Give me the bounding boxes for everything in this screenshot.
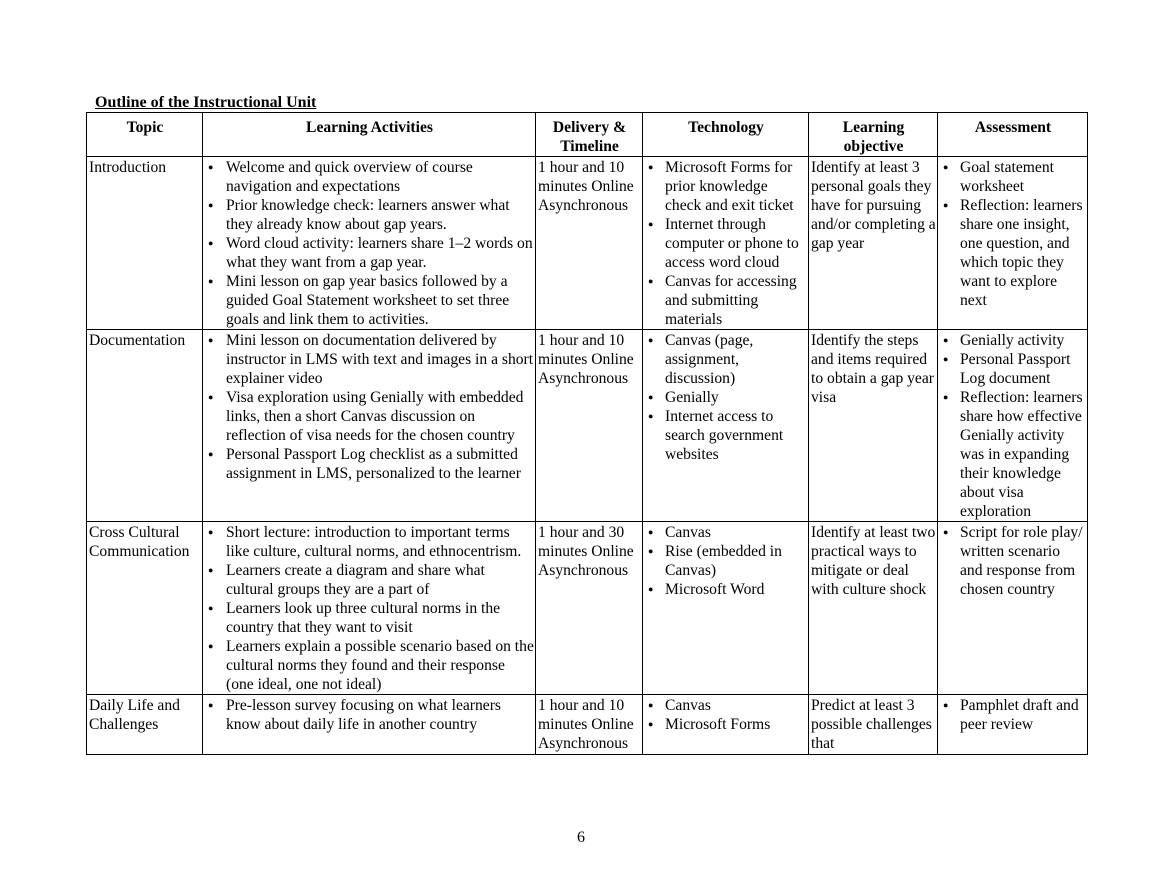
delivery-cell: 1 hour and 10 minutes Online Asynchronous (536, 695, 643, 755)
assessment-item: ● Reflection: learners share how effective Genially activity was in expanding their knowledge about visa exploration (940, 388, 1086, 521)
topic-cell: Daily Life and Challenges (87, 695, 203, 755)
activity-item: ● Learners explain a possible scenario based on the cultural norms they found and their response (one ideal, one not ideal) (205, 637, 534, 694)
header-delivery-timeline: Delivery & Timeline (536, 113, 643, 157)
technology-item: ● Internet access to search government websites (645, 407, 807, 464)
assessment-item: ● Pamphlet draft and peer review (940, 696, 1086, 734)
topic-cell: Introduction (87, 157, 203, 330)
table-row (87, 330, 1088, 522)
technology-item: ● Microsoft Forms for prior knowledge check and exit ticket (645, 158, 807, 215)
header-learning-objective: Learning objective (809, 113, 938, 157)
assessment-item: ● Personal Passport Log document (940, 350, 1086, 388)
table-row (87, 157, 1088, 330)
technology-item: ● Canvas (645, 696, 807, 715)
activity-item: ● Visa exploration using Genially with embedded links, then a short Canvas discussion on reflection of visa needs for the chosen country (205, 388, 534, 445)
activity-item: ● Learners create a diagram and share what cultural groups they are a part of (205, 561, 534, 599)
page-number: 6 (577, 829, 585, 846)
assessment-cell (938, 330, 1088, 522)
activity-item: ● Personal Passport Log checklist as a submitted assignment in LMS, personalized to the learner (205, 445, 534, 483)
delivery-cell: 1 hour and 10 minutes Online Asynchronous (536, 330, 643, 522)
activity-item: ● Word cloud activity: learners share 1–2 words on what they want from a gap year. (205, 234, 534, 272)
topic-cell: Documentation (87, 330, 203, 522)
technology-item: ● Internet through computer or phone to access word cloud (645, 215, 807, 272)
assessment-cell (938, 522, 1088, 695)
instructional-unit-table (86, 112, 1088, 755)
activity-item: ● Mini lesson on gap year basics followed by a guided Goal Statement worksheet to set three goals and link them to activities. (205, 272, 534, 329)
objective-cell: Identify the steps and items required to obtain a gap year visa (809, 330, 938, 522)
assessment-item: ● Goal statement worksheet (940, 158, 1086, 196)
activity-item: ● Learners look up three cultural norms in the country that they want to visit (205, 599, 534, 637)
header-assessment: Assessment (938, 113, 1088, 157)
assessment-item: ● Script for role play/ written scenario and response from chosen country (940, 523, 1086, 599)
activity-item: ● Pre-lesson survey focusing on what learners know about daily life in another country (205, 696, 534, 734)
table-row (87, 522, 1088, 695)
topic-cell: Cross Cultural Communication (87, 522, 203, 695)
technology-item: ● Microsoft Word (645, 580, 807, 599)
assessment-cell (938, 157, 1088, 330)
technology-cell (643, 330, 809, 522)
activity-item: ● Mini lesson on documentation delivered by instructor in LMS with text and images in a short explainer video (205, 331, 534, 388)
assessment-cell (938, 695, 1088, 755)
table-header-row (87, 113, 1088, 157)
assessment-item: ● Genially activity (940, 331, 1086, 350)
activities-cell (203, 330, 536, 522)
header-technology: Technology (643, 113, 809, 157)
assessment-item: ● Reflection: learners share one insight, one question, and which topic they want to explore next (940, 196, 1086, 310)
objective-cell: Predict at least 3 possible challenges that (809, 695, 938, 755)
technology-item: ● Canvas for accessing and submitting materials (645, 272, 807, 329)
technology-item: ● Genially (645, 388, 807, 407)
table-row (87, 695, 1088, 755)
activity-item: ● Prior knowledge check: learners answer what they already know about gap years. (205, 196, 534, 234)
activity-item: ● Short lecture: introduction to important terms like culture, cultural norms, and ethnocentrism. (205, 523, 534, 561)
activities-cell (203, 695, 536, 755)
header-topic: Topic (87, 113, 203, 157)
technology-item: ● Canvas (645, 523, 807, 542)
technology-item: ● Microsoft Forms (645, 715, 807, 734)
delivery-cell: 1 hour and 30 minutes Online Asynchronous (536, 522, 643, 695)
delivery-cell: 1 hour and 10 minutes Online Asynchronous (536, 157, 643, 330)
header-learning-activities: Learning Activities (203, 113, 536, 157)
activities-cell (203, 522, 536, 695)
technology-cell (643, 522, 809, 695)
objective-cell: Identify at least 3 personal goals they have for pursuing and/or completing a gap year (809, 157, 938, 330)
technology-item: ● Canvas (page, assignment, discussion) (645, 331, 807, 388)
objective-cell: Identify at least two practical ways to mitigate or deal with culture shock (809, 522, 938, 695)
technology-cell (643, 157, 809, 330)
activities-cell (203, 157, 536, 330)
activity-item: ● Welcome and quick overview of course navigation and expectations (205, 158, 534, 196)
unit-outline-title: Outline of the Instructional Unit (95, 94, 317, 111)
technology-cell (643, 695, 809, 755)
technology-item: ● Rise (embedded in Canvas) (645, 542, 807, 580)
